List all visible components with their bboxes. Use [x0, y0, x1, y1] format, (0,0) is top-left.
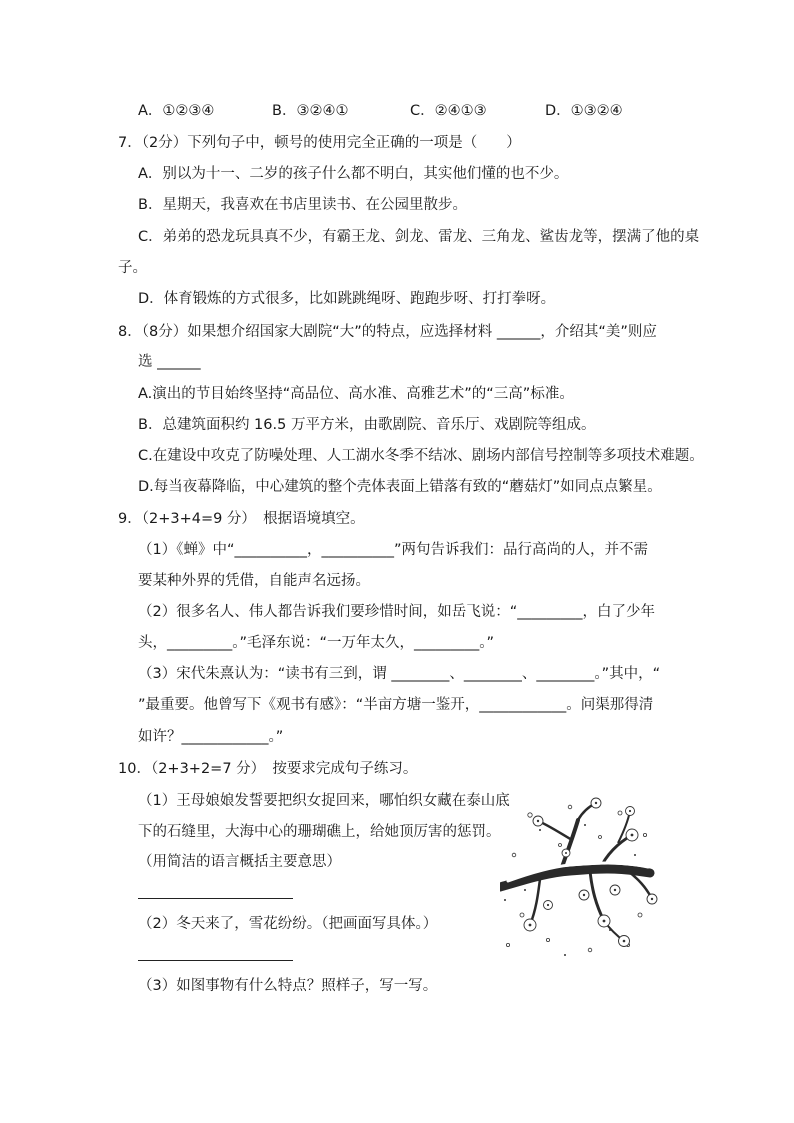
q9-part3-line3: 如许？____________。” [138, 729, 284, 745]
q8-material-a: A.演出的节目始终坚持“高品位、高水准、高雅艺术”的“三高”标准。 [138, 386, 574, 402]
q10-part1-line1: （1）王母娘娘发誓要把织女捉回来，哪怕织女藏在泰山底 [138, 793, 510, 809]
q9-part3-line1: （3）宋代朱熹认为：“读书有三到，谓 ________、________、________。”其中，“ [138, 666, 661, 682]
q10-part1-instruction: （用简洁的语言概括主要意思） [138, 854, 341, 870]
q6-option-c: C．②④①③ [410, 103, 487, 119]
q10-part2-answer-line[interactable] [138, 960, 293, 961]
q9-part1-line1: （1）《蝉》中“__________，__________”两句告诉我们：品行高尚的人，并不需 [138, 542, 648, 558]
q7-option-c-line1: C．弟弟的恐龙玩具真不少，有霸王龙、剑龙、雷龙、三角龙、鲨齿龙等，摆满了他的桌 [138, 229, 700, 245]
q10-part1-answer-line[interactable] [138, 898, 293, 899]
q10-part1-line2: 下的石缝里，大海中心的珊瑚礁上，给她顶厉害的惩罚。 [138, 824, 501, 840]
q6-option-a: A．①②③④ [138, 103, 215, 119]
snowy-plum-branch-illustration [500, 795, 660, 960]
q7-option-b: B．星期天，我喜欢在书店里读书、在公园里散步。 [138, 197, 467, 213]
q8-material-b: B．总建筑面积约 16.5 万平方米，由歌剧院、音乐厅、戏剧院等组成。 [138, 417, 596, 433]
q9-stem: 9．（2+3+4=9 分） 根据语境填空。 [118, 511, 365, 527]
q10-stem: 10．（2+3+2=7 分） 按要求完成句子练习。 [118, 761, 418, 777]
q10-part3: （3）如图事物有什么特点？照样子，写一写。 [138, 978, 438, 994]
q7-option-a: A．别以为十一、二岁的孩子什么都不明白，其实他们懂的也不少。 [138, 166, 569, 182]
q9-part3-line2: ”最重要。他曾写下《观书有感》：“半亩方塘一鉴开，____________。问渠那得清 [138, 697, 654, 713]
q7-option-c-line2: 子。 [118, 260, 147, 276]
q10-part2: （2）冬天来了，雪花纷纷。（把画面写具体。） [138, 916, 438, 932]
q6-option-d: D．①③②④ [545, 103, 623, 119]
q8-stem-line2: 选 ______ [138, 354, 201, 370]
q8-material-d: D.每当夜幕降临，中心建筑的整个壳体表面上错落有致的“蘑菇灯”如同点点繁星。 [138, 479, 662, 495]
q8-stem-line1: 8．（8分）如果想介绍国家大剧院“大”的特点，应选择材料 ______，介绍其“美”则应 [118, 324, 657, 340]
q9-part2-line1: （2）很多名人、伟人都告诉我们要珍惜时间，如岳飞说：“_________，白了少年 [138, 604, 655, 620]
q8-material-c: C.在建设中攻克了防噪处理、人工湖水冬季不结冰、剧场内部信号控制等多项技术难题。 [138, 448, 704, 464]
q9-part2-line2: 头，_________。”毛泽东说：“一万年太久，_________。” [138, 635, 495, 651]
q7-stem: 7．（2分）下列句子中，顿号的使用完全正确的一项是（ ） [118, 135, 521, 151]
q6-option-b: B．③②④① [272, 103, 349, 119]
q7-option-d: D．体育锻炼的方式很多，比如跳跳绳呀、跑跑步呀、打打拳呀。 [138, 291, 556, 307]
q9-part1-line2: 要某种外界的凭借，自能声名远扬。 [138, 573, 370, 589]
